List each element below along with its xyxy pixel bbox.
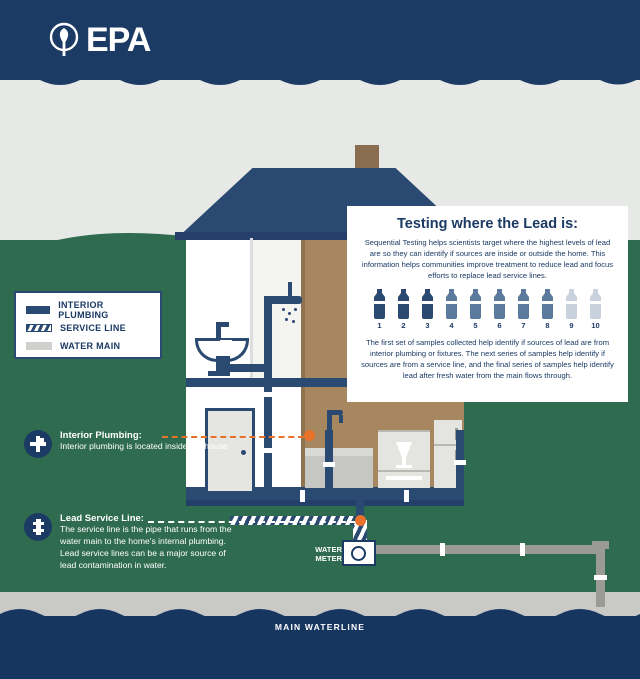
legend-swatch-service-line xyxy=(26,324,52,332)
pipe-joint xyxy=(262,392,274,397)
bottle-icon xyxy=(468,289,483,319)
interior-pipe-shower-riser xyxy=(264,296,272,346)
callout-title: Interior Plumbing: xyxy=(60,430,142,441)
bottle-icon xyxy=(564,289,579,319)
bottle-number: 8 xyxy=(545,321,550,330)
interior-plumbing-marker-dot xyxy=(304,430,315,441)
callout-lead-service-line xyxy=(60,513,235,571)
bottle-number: 5 xyxy=(473,321,478,330)
bottle-number: 7 xyxy=(521,321,526,330)
callout-text: Interior plumbing is located inside the house xyxy=(60,441,228,451)
water-meter-dial-icon xyxy=(351,546,366,561)
shower-drop xyxy=(285,318,288,321)
bathroom-faucet-spout xyxy=(216,322,229,327)
legend-swatch-interior-plumbing xyxy=(26,306,50,314)
water-main-horizontal xyxy=(370,545,602,554)
legend-item-interior-plumbing xyxy=(26,301,150,319)
callout-text: The service line is the pipe that runs from the water main to the home's internal plumbing. Lead service lines can be a major source of lead contamination in water. xyxy=(60,524,232,570)
shower-drop xyxy=(288,312,291,315)
glass-foot xyxy=(396,465,412,468)
bottle-icon xyxy=(492,289,507,319)
interior-pipe-sink-run xyxy=(222,364,268,372)
callout-interior-plumbing xyxy=(60,430,232,453)
bottle-icon xyxy=(420,289,435,319)
bottle-icon xyxy=(540,289,555,319)
legend-item-service-line xyxy=(26,319,150,337)
bottle-icon xyxy=(588,289,603,319)
sample-bottles-row xyxy=(359,289,616,330)
main-waterline-label: MAIN WATERLINE xyxy=(274,622,366,632)
pipe-joint xyxy=(454,460,466,465)
sample-bottle xyxy=(369,289,390,330)
bottle-icon xyxy=(444,289,459,319)
epa-wordmark: EPA xyxy=(86,21,151,59)
bottle-number: 2 xyxy=(401,321,406,330)
legend-swatch-water-main xyxy=(26,342,52,350)
epa-seal-icon xyxy=(48,22,80,58)
bottle-number: 6 xyxy=(497,321,502,330)
bathroom-divider xyxy=(250,238,253,378)
sample-bottle xyxy=(489,289,510,330)
shower-drop xyxy=(282,308,285,311)
kitchen-counter xyxy=(305,448,373,456)
kitchen-cabinet xyxy=(305,456,373,488)
lead-service-line-glyph xyxy=(31,519,46,535)
sample-bottle xyxy=(513,289,534,330)
bottle-number: 10 xyxy=(591,321,600,330)
pipe-joint xyxy=(404,490,409,502)
water-main-elbow xyxy=(592,541,609,549)
callout-title: Lead Service Line: xyxy=(60,513,144,524)
legend-label-water-main: WATER MAIN xyxy=(60,341,121,351)
interior-pipe-floor-run xyxy=(264,492,464,500)
bottle-icon xyxy=(516,289,531,319)
legend-label-service-line: SERVICE LINE xyxy=(60,323,126,333)
sample-bottle xyxy=(537,289,558,330)
door-knob xyxy=(241,450,246,455)
testing-panel-outro: The first set of samples collected help identify if sources of lead are from interior plumbing or fixtures. The next series of samples help identify if sources are from a service line, and the final series of samples help identify lead after fresh water from the main flows through. xyxy=(361,338,614,380)
shelf-line xyxy=(378,430,430,432)
foundation-shadow xyxy=(186,500,464,506)
bottle-number: 3 xyxy=(425,321,430,330)
bottle-number: 1 xyxy=(377,321,382,330)
sample-bottle xyxy=(393,289,414,330)
epa-logo xyxy=(48,22,150,58)
testing-panel xyxy=(347,206,628,402)
legend-item-water-main xyxy=(26,337,150,355)
pipe-joint xyxy=(440,543,445,556)
kitchen-faucet-drop xyxy=(339,415,343,423)
bottle-icon xyxy=(396,289,411,319)
sample-bottle xyxy=(417,289,438,330)
shower-drop xyxy=(294,308,297,311)
pipe-joint xyxy=(594,575,607,580)
shelf-item xyxy=(386,476,422,480)
sample-bottle xyxy=(585,289,606,330)
shower-drop xyxy=(292,320,295,323)
pipe-joint xyxy=(520,543,525,556)
service-line-marker-dot xyxy=(355,515,366,526)
bottle-number: 9 xyxy=(569,321,574,330)
testing-panel-title: Testing where the Lead is: xyxy=(396,216,579,232)
bottle-number: 4 xyxy=(449,321,454,330)
legend-box xyxy=(14,291,162,359)
interior-plumbing-glyph xyxy=(30,436,46,452)
legend-label-interior-plumbing: INTERIOR PLUMBING xyxy=(58,300,109,320)
bottle-icon xyxy=(372,289,387,319)
sample-bottle xyxy=(465,289,486,330)
sample-bottle xyxy=(561,289,582,330)
sample-bottle xyxy=(441,289,462,330)
main-waterline-wave xyxy=(0,600,640,624)
pipe-joint xyxy=(220,340,232,345)
water-meter-label: WATER METER xyxy=(315,545,342,564)
testing-panel-intro: Sequential Testing helps scientists target where the highest levels of lead are so they can identify if sources are inside or outside the home. This information helps communities improve treatment to reduce lead and focus efforts to replace lead service lines. xyxy=(361,238,614,280)
pipe-joint xyxy=(262,448,274,453)
shelf-line xyxy=(378,470,430,472)
pipe-joint xyxy=(323,462,335,467)
pipe-joint xyxy=(300,490,305,502)
